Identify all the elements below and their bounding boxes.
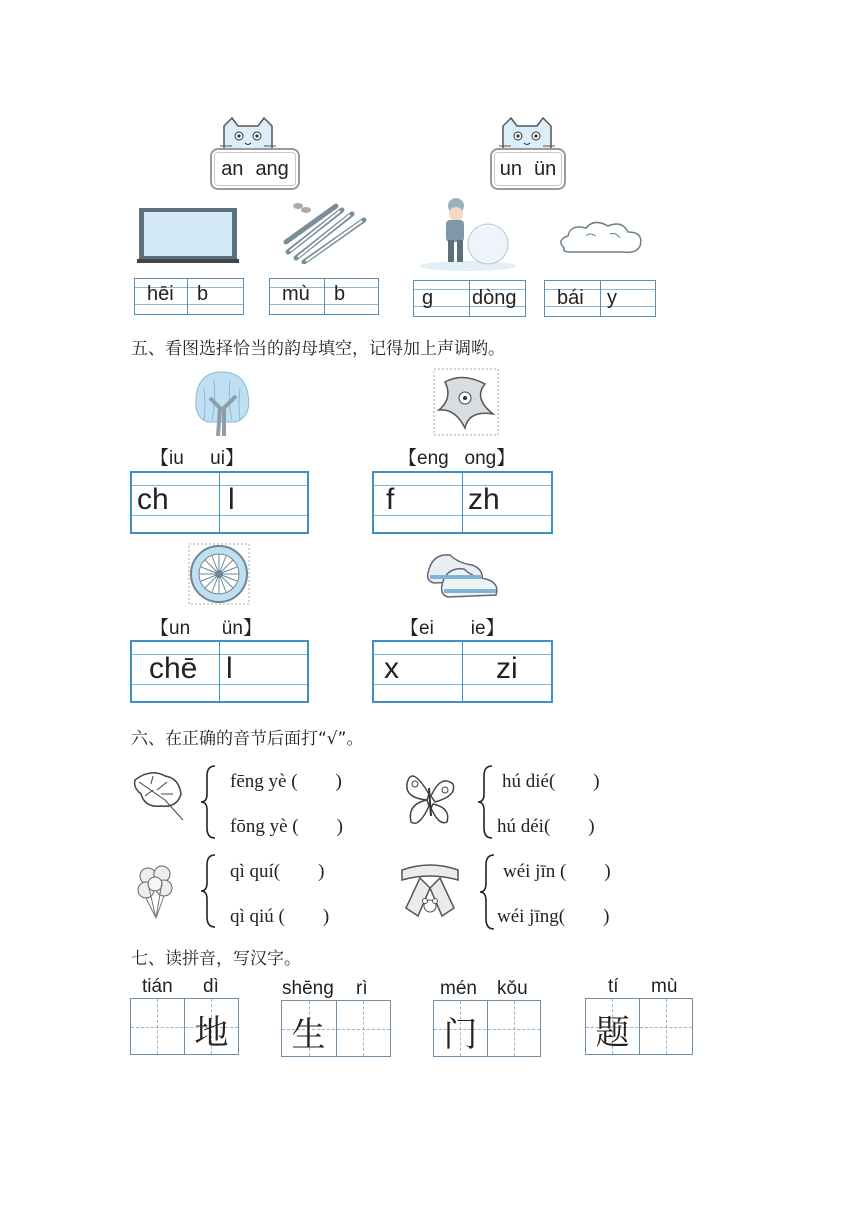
character-writing-grid xyxy=(281,1000,391,1057)
chinese-character: 生 xyxy=(291,1015,326,1055)
pinyin-writing-grid xyxy=(134,278,244,315)
pinyin-fill-grid xyxy=(130,640,309,703)
pinyin-label: tí xyxy=(608,976,619,997)
section-seven-title: 七、读拼音，写汉字。 xyxy=(131,949,301,969)
syllable-option: hú dié( ) xyxy=(502,771,600,792)
pinyin-label: shēng xyxy=(282,978,334,999)
final-options-bracket: 【iu ui】 xyxy=(150,448,244,469)
pinyin-text: b xyxy=(334,283,346,305)
final-option: an xyxy=(221,157,244,180)
syllable-option: hú déi( ) xyxy=(497,816,595,837)
character-writing-grid xyxy=(585,998,693,1055)
brace xyxy=(478,853,498,931)
initial-text: x xyxy=(384,652,399,685)
initial-text: ch xyxy=(137,483,169,516)
cloud-picture xyxy=(556,218,646,258)
pinyin-label: tián xyxy=(142,976,173,997)
final-choice-box xyxy=(210,148,300,190)
bamboo-sticks-picture xyxy=(282,198,368,264)
pinyin-label: mù xyxy=(651,976,678,997)
syllable-option: fōng yè ( ) xyxy=(230,816,343,837)
pinyin-fill-grid xyxy=(372,640,553,703)
initial-text: f xyxy=(386,483,395,516)
brace xyxy=(199,853,219,929)
initial-text: zh xyxy=(468,483,500,516)
initial-text: zi xyxy=(496,652,518,685)
pinyin-writing-grid xyxy=(269,278,379,315)
pinyin-text: bái xyxy=(557,287,584,309)
character-writing-grid xyxy=(130,998,239,1055)
syllable-option: wéi jīng( ) xyxy=(497,906,610,927)
butterfly-picture xyxy=(401,764,461,830)
pinyin-text: hēi xyxy=(147,283,174,305)
final-options-bracket: 【ei ie】 xyxy=(400,618,505,639)
pinyin-text: mù xyxy=(282,283,310,305)
pinyin-label: kǒu xyxy=(497,978,528,999)
pinyin-text: dòng xyxy=(472,287,517,309)
final-options-bracket: 【un ün】 xyxy=(150,618,262,639)
character-writing-grid xyxy=(433,1000,541,1057)
final-option: ün xyxy=(534,157,557,180)
syllable-option: qì quí( ) xyxy=(230,861,325,882)
snowball-child-picture xyxy=(418,196,518,272)
initial-text: l xyxy=(226,652,233,685)
leaf-picture xyxy=(131,768,187,824)
section-six-title: 六、在正确的音节后面打“√”。 xyxy=(131,729,364,749)
initial-text: chē xyxy=(149,652,198,685)
blackboard-picture xyxy=(137,206,239,264)
willow-tree-picture xyxy=(190,368,254,438)
syllable-option: qì qiú ( ) xyxy=(230,906,330,927)
final-option: ang xyxy=(255,157,289,180)
pinyin-text: y xyxy=(607,287,617,309)
final-options-bracket: 【eng ong】 xyxy=(398,448,516,469)
pinyin-label: rì xyxy=(356,978,368,999)
pinyin-text: b xyxy=(197,283,209,305)
section-five-title: 五、看图选择恰当的韵母填空，记得加上声调哟。 xyxy=(131,339,505,359)
cat-icon xyxy=(218,116,278,150)
initial-text: l xyxy=(228,483,235,516)
pinyin-label: dì xyxy=(203,976,219,997)
pinyin-writing-grid xyxy=(413,280,526,317)
shoes-picture xyxy=(424,543,502,603)
final-option: un xyxy=(499,157,522,180)
cat-icon xyxy=(497,116,557,150)
brace xyxy=(476,764,496,840)
wheel-picture xyxy=(188,543,250,605)
chinese-character: 地 xyxy=(194,1013,229,1053)
chinese-character: 题 xyxy=(595,1013,630,1053)
pinyin-writing-grid xyxy=(544,280,656,317)
chinese-character: 门 xyxy=(443,1015,478,1055)
pinyin-fill-grid xyxy=(372,471,553,534)
scarf-picture xyxy=(398,856,462,920)
brace xyxy=(199,764,219,840)
final-choice-box xyxy=(490,148,566,190)
syllable-option: wéi jīn ( ) xyxy=(503,861,611,882)
kite-picture xyxy=(433,368,499,436)
balloons-picture xyxy=(134,862,178,920)
pinyin-text: g xyxy=(422,287,434,309)
syllable-option: fēng yè ( ) xyxy=(230,771,342,792)
pinyin-label: mén xyxy=(440,978,477,999)
pinyin-fill-grid xyxy=(130,471,309,534)
